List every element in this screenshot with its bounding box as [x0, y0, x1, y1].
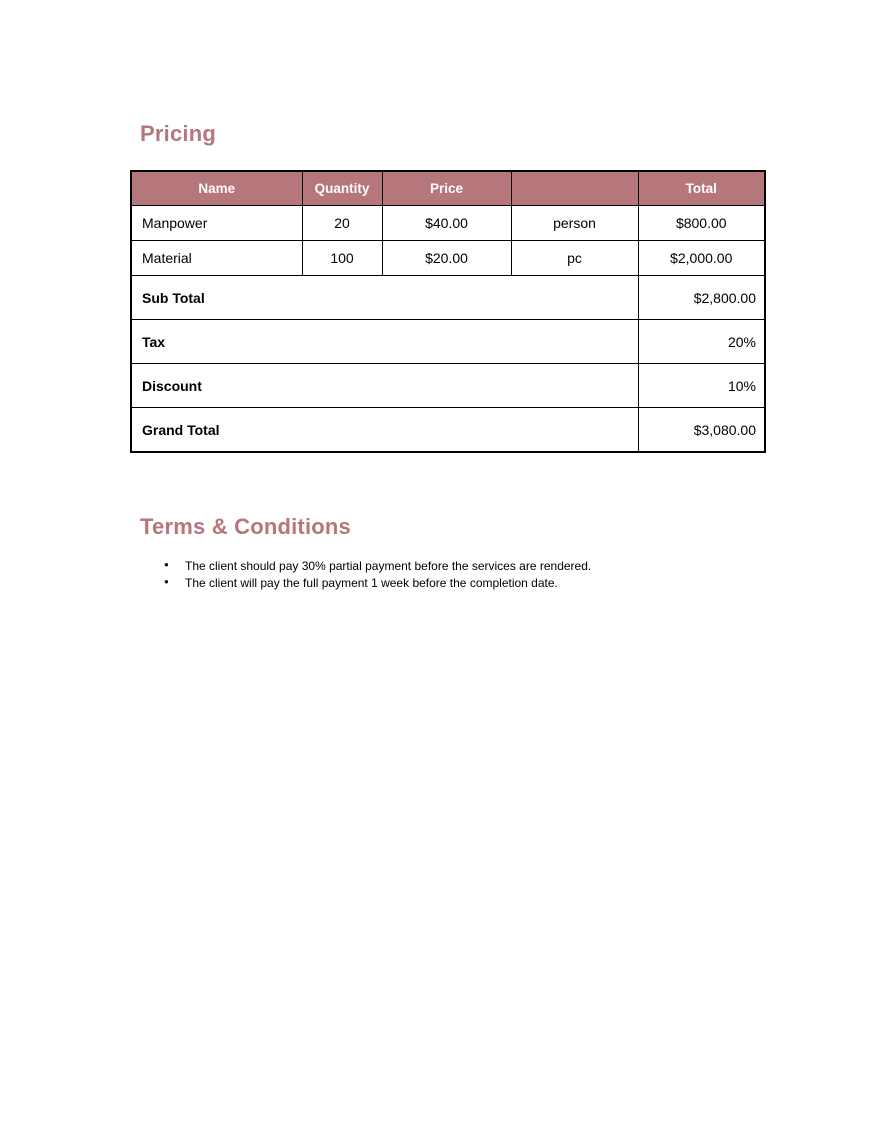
col-header-unit: [511, 171, 638, 206]
pricing-table: [130, 170, 766, 453]
col-header-price: Price: [382, 171, 511, 206]
col-header-total: Total: [638, 171, 765, 206]
grand-total-row: [131, 408, 765, 453]
cell-item-quantity: 100: [302, 241, 382, 276]
discount-value: 10%: [638, 364, 765, 408]
terms-item-text: The client will pay the full payment 1 week before the completion date.: [185, 576, 558, 590]
pricing-table-header-row: [131, 171, 765, 206]
cell-item-price: $20.00: [382, 241, 511, 276]
cell-item-name: Material: [131, 241, 302, 276]
list-item: [164, 575, 591, 591]
cell-item-price: $40.00: [382, 206, 511, 241]
list-item: [164, 558, 592, 574]
cell-item-total: $800.00: [638, 206, 765, 241]
cell-item-unit: pc: [511, 241, 638, 276]
bullet-icon: ●: [164, 560, 169, 569]
discount-label: Discount: [131, 364, 638, 408]
tax-label: Tax: [131, 320, 638, 364]
discount-row: [131, 364, 765, 408]
terms-list: [164, 558, 592, 592]
cell-item-total: $2,000.00: [638, 241, 765, 276]
grand-total-label: Grand Total: [131, 408, 638, 453]
cell-item-unit: person: [511, 206, 638, 241]
table-row: [131, 206, 765, 241]
bullet-icon: ●: [164, 577, 169, 586]
cell-item-quantity: 20: [302, 206, 382, 241]
terms-item-text: The client should pay 30% partial payment before the services are rendered.: [185, 559, 592, 573]
col-header-name: Name: [131, 171, 302, 206]
cell-item-name: Manpower: [131, 206, 302, 241]
tax-value: 20%: [638, 320, 765, 364]
terms-section-title: Terms & Conditions: [140, 514, 351, 539]
table-row: [131, 241, 765, 276]
subtotal-label: Sub Total: [131, 276, 638, 320]
subtotal-row: [131, 276, 765, 320]
subtotal-value: $2,800.00: [638, 276, 765, 320]
grand-total-value: $3,080.00: [638, 408, 765, 453]
tax-row: [131, 320, 765, 364]
pricing-section-title: Pricing: [140, 121, 216, 146]
col-header-quantity: Quantity: [302, 171, 382, 206]
